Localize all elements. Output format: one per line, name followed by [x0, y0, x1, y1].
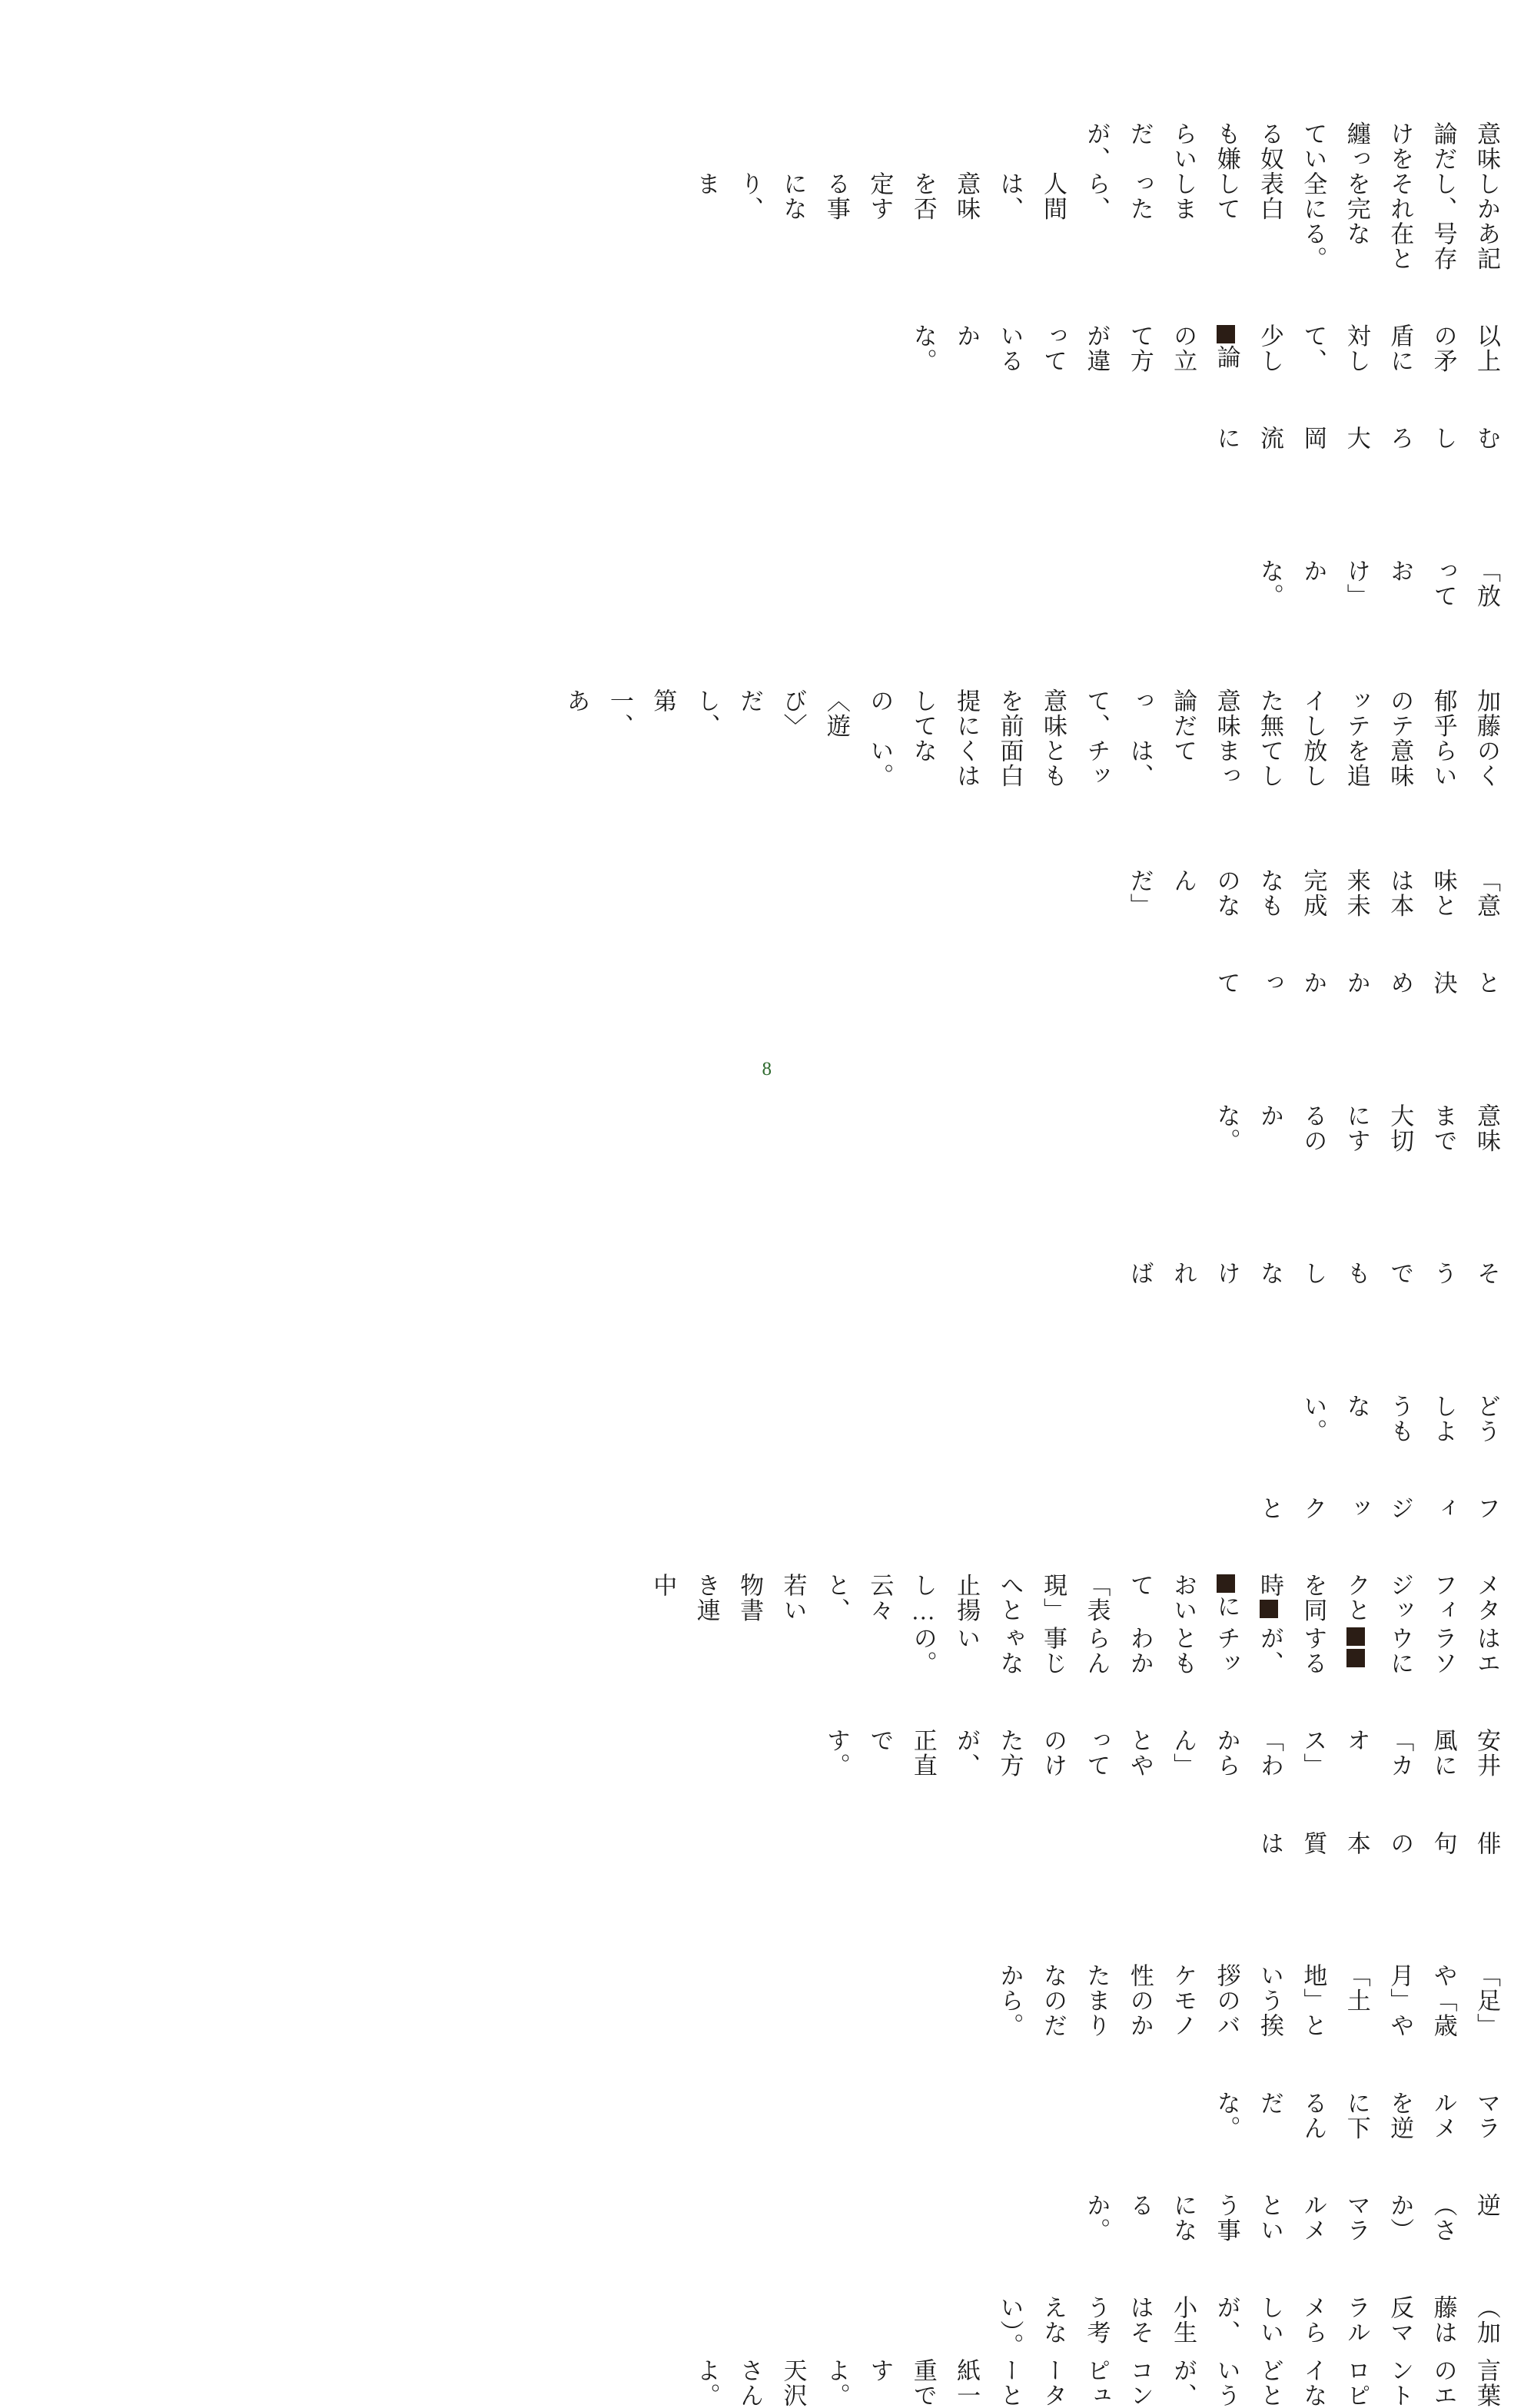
redacted-character: [1217, 1574, 1235, 1593]
paragraph: マラルメを逆に下るんだな。: [1213, 2090, 1500, 2141]
paragraph: フィジックと: [1256, 1495, 1500, 1521]
paragraph: はエラソウにするが、チッともわからん事じゃないの。: [909, 1626, 1500, 1677]
paragraph: 「意味とは本来未完成なものなんだ」: [1126, 868, 1500, 919]
paragraph: しかし、それを完全に表白してしまったら、人間は、意味を否定する事になり、ま: [692, 171, 1500, 222]
paragraph: どうしようもない。: [1300, 1393, 1500, 1444]
paragraph: 「放っておけ」かな。: [1256, 558, 1500, 609]
paragraph: 加藤郁乎のテッテイした無意味論だって、意味を前提にしての〈遊び〉だし、第一、あ: [563, 688, 1500, 739]
paragraph: 言葉のエントロピイなどというが、コンピューターと紙一重ですよ。天沢さんよ。: [692, 2358, 1500, 2408]
paragraph: 意味まで大切にするのかな。: [1213, 1103, 1500, 1154]
paragraph: そうでもしなければ: [1126, 1261, 1500, 1286]
page-number: 8: [762, 1059, 772, 1080]
paragraph: 以上の矛盾に対して、少し論の立て方が違っているかな。: [909, 323, 1500, 374]
paragraph: のくらい意味を追放してしまっては、チッとも面白くはない。: [866, 738, 1500, 789]
redacted-character: [1346, 1627, 1365, 1646]
paragraph: 俳句の本質は: [1256, 1830, 1500, 1856]
paragraph: 逆（さか）マラルメという事になるか。: [1083, 2192, 1500, 2243]
redacted-character: [1346, 1649, 1365, 1667]
paragraph: と決めかかって: [1213, 970, 1500, 996]
vertical-text-body: [26, 14, 1508, 2408]
paragraph: 安井風に「カオス」「わからん」とやってのけた方が、正直です。: [822, 1728, 1500, 1779]
paragraph: むしろ大岡流に: [1213, 426, 1500, 451]
paragraph: 「足」や「歳月」や「土地」という挨拶のバケモノ性のかたまりなのだから。: [996, 1963, 1500, 2038]
paragraph: 意味論だけを纏っている奴も嫌らいだが、: [1083, 121, 1500, 172]
redacted-character: [1217, 325, 1235, 343]
paragraph: メタフィジックとを同時において「表現」へと止揚し…云々と、若い物書き連中: [649, 1573, 1500, 1627]
paragraph: あ記号存在となる。: [1300, 221, 1500, 272]
paragraph: （加藤は反マラルメらしいが、小生はそう考えない）。: [996, 2294, 1500, 2359]
redacted-character: [1260, 1600, 1278, 1618]
